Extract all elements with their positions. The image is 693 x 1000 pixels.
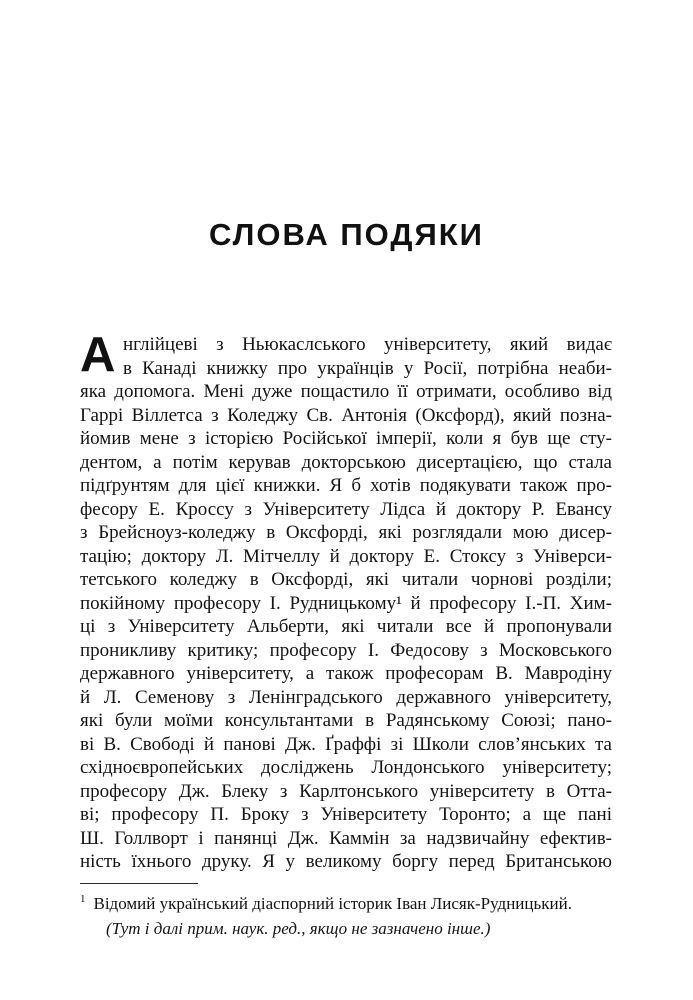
acknowledgments-paragraph	[80, 328, 612, 874]
text-line: й Л. Семенову з Ленінградського державного університету,	[80, 686, 612, 708]
text-line: тацію; доктору Л. Мітчеллу й доктору Е. Стоксу з Універси-	[80, 545, 612, 567]
text-line: дентом, а потім керував докторською дисертацією, що стала	[80, 451, 612, 473]
text-line: ці з Університету Альберти, які читали все й пропонували	[80, 616, 612, 637]
page-title: СЛОВА ПОДЯКИ	[209, 216, 484, 252]
text-line: професору Дж. Блеку з Карлтонського університету в Отта-	[80, 780, 612, 802]
footnote-marker: 1	[80, 893, 86, 906]
text-line: тетського коледжу в Оксфорді, які читали чорнові розділи;	[80, 569, 612, 590]
text-line: державного університету, а також професорам В. Мавродіну	[80, 663, 612, 684]
text-line: нглійцеві з Ньюкаслського університету, який видає	[123, 334, 612, 355]
footnote	[80, 891, 617, 941]
text-line: яка допомога. Мені дуже пощастило її отримати, особливо від	[80, 381, 612, 402]
text-line: ві; професору П. Броку з Університету Торонто; а ще пані	[80, 804, 612, 825]
text-line: підґрунтям для цієї книжки. Я б хотів подякувати також про-	[80, 475, 612, 496]
drop-cap: А	[80, 328, 116, 382]
text-line: Гаррі Віллетса з Коледжу Св. Антонія (Оксфорд), який позна-	[80, 404, 612, 426]
text-line: які були моїми консультантами в Радянському Союзі; пано-	[80, 710, 612, 731]
footnote-separator	[80, 883, 198, 884]
text-line: покійному професору І. Рудницькому¹ й професору І.-П. Хим-	[80, 592, 612, 614]
text-line: фесору Е. Кроссу з Університету Лідса й доктору Р. Евансу	[80, 498, 612, 520]
footnote-line-2: (Тут і далі прим. наук. ред., якщо не зазначено інше.)	[106, 919, 491, 938]
text-line: східноєвропейських досліджень Лондонського університету;	[80, 757, 612, 778]
text-line: ність їхнього друку. Я у великому боргу перед Британською	[80, 851, 612, 872]
text-line: ві В. Свободі й панові Дж. Ґраффі зі Школи слов’янських та	[80, 733, 612, 755]
text-line: Ш. Голлворт і панянці Дж. Каммін за надзвичайну ефектив-	[80, 827, 612, 849]
text-line: з Брейсноуз-коледжу в Оксфорді, які розглядали мою дисер-	[80, 522, 612, 543]
footnote-line-1	[80, 891, 617, 916]
text-line: в Канаді книжку про українців у Росії, потрібна неаби-	[123, 357, 612, 379]
text-line: йомив мене з історією Російської імперії, коли я був ще сту-	[80, 428, 612, 449]
footnote-text: Відомий український діаспорний історик Іван Лисяк-Рудницький.	[93, 894, 572, 913]
text-line: проникливу критику; професору І. Федосову з Московського	[80, 639, 612, 661]
